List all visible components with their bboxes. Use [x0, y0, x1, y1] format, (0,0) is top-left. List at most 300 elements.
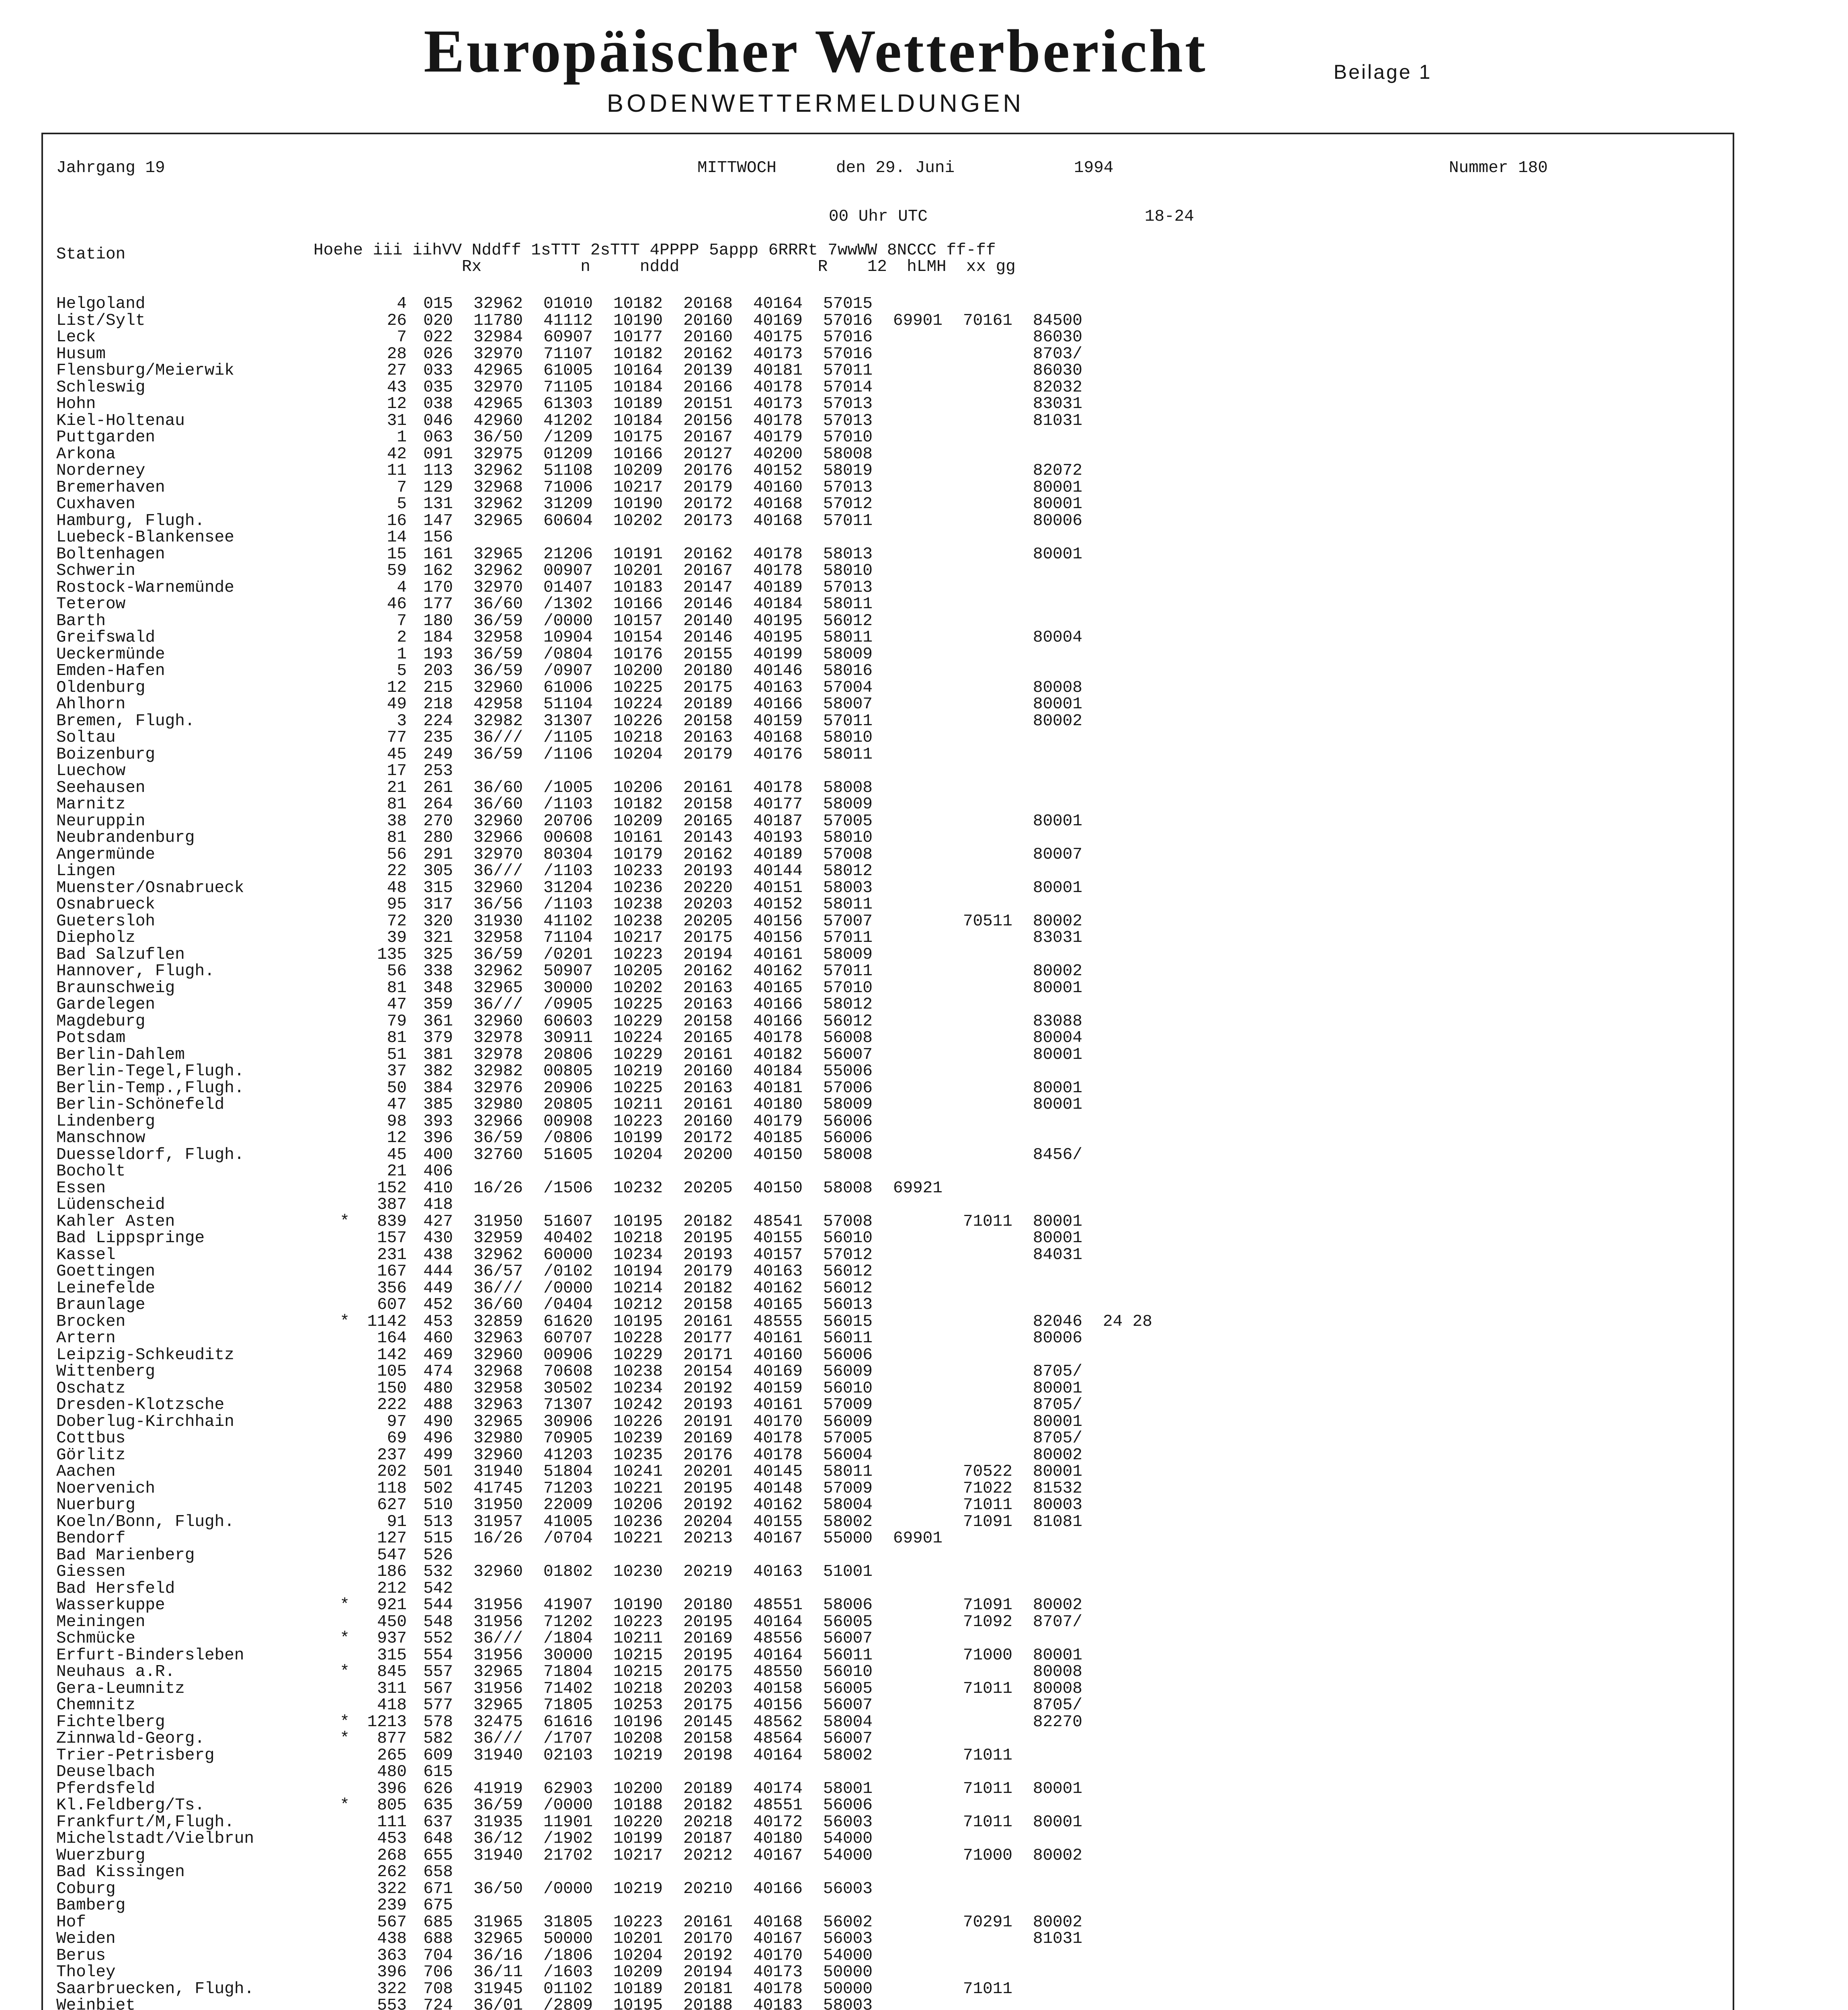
code-group: 10238	[613, 895, 663, 914]
station-index: 156	[423, 528, 453, 547]
station-altitude: 5	[397, 662, 407, 680]
code-group: 40183	[753, 1996, 803, 2010]
code-group: 32965	[473, 1930, 523, 1948]
code-group: 10239	[613, 1429, 663, 1448]
code-group: 31956	[473, 1612, 523, 1631]
code-group: 80002	[1033, 1446, 1082, 1464]
station-name: Schwerin	[56, 562, 135, 580]
code-group: 10206	[613, 778, 663, 797]
station-altitude: 805	[377, 1796, 407, 1815]
code-group: 40168	[753, 728, 803, 747]
station-altitude: 1213	[367, 1713, 407, 1731]
station-altitude: 553	[377, 1996, 407, 2010]
station-row	[56, 1347, 1152, 1364]
code-group: 60604	[543, 511, 593, 530]
code-group: 10182	[613, 795, 663, 814]
code-group: 86030	[1033, 328, 1082, 347]
code-group: 57006	[823, 1079, 873, 1097]
station-index: 393	[423, 1112, 453, 1131]
code-group: 20163	[683, 995, 733, 1014]
code-group: 71022	[963, 1479, 1012, 1498]
station-row	[56, 1530, 1152, 1547]
station-name: Boizenburg	[56, 745, 156, 764]
station-name: Helgoland	[56, 295, 145, 313]
code-group: 40179	[753, 1112, 803, 1131]
code-group: 32978	[473, 1045, 523, 1064]
code-group: 10229	[613, 1345, 663, 1364]
code-group: 20189	[683, 695, 733, 714]
code-group: 40163	[753, 1563, 803, 1581]
code-group: 80001	[1033, 1379, 1082, 1398]
code-group: 20177	[683, 1329, 733, 1348]
code-group: 83031	[1033, 929, 1082, 947]
code-group: 10215	[613, 1663, 663, 1681]
station-index: 235	[423, 728, 453, 747]
code-group: 70608	[543, 1362, 593, 1381]
station-index: 474	[423, 1362, 453, 1381]
station-altitude: 81	[387, 829, 407, 847]
station-index: 706	[423, 1963, 453, 1981]
station-name: Leinefelde	[56, 1279, 156, 1298]
station-index: 400	[423, 1145, 453, 1164]
code-group: 71011	[963, 1813, 1012, 1832]
station-index: 557	[423, 1663, 453, 1681]
code-group: 71011	[963, 1212, 1012, 1231]
code-group: 40178	[753, 778, 803, 797]
code-group: 10157	[613, 611, 663, 630]
code-group: 21702	[543, 1846, 593, 1865]
code-group: 57005	[823, 812, 873, 831]
code-group: 80002	[1033, 712, 1082, 730]
code-group: 40169	[753, 311, 803, 330]
station-name: Saarbruecken, Flugh.	[56, 1979, 254, 1998]
station-row	[56, 1964, 1152, 1981]
code-group: 20180	[683, 1596, 733, 1614]
station-index: 410	[423, 1179, 453, 1198]
code-group: /1603	[543, 1963, 593, 1981]
station-altitude: 152	[377, 1179, 407, 1198]
code-group: 32960	[473, 812, 523, 831]
station-row	[56, 1514, 1152, 1531]
station-index: 648	[423, 1830, 453, 1848]
code-group: 20187	[683, 1830, 733, 1848]
code-group: 32965	[473, 978, 523, 997]
code-group: 50907	[543, 962, 593, 980]
station-name: Trier-Petrisberg	[56, 1746, 215, 1765]
station-index: 170	[423, 578, 453, 597]
code-group: 20181	[683, 1979, 733, 1998]
code-group: 10219	[613, 1062, 663, 1081]
station-row	[56, 1597, 1152, 1614]
code-group: 20191	[683, 1412, 733, 1431]
station-index: 091	[423, 445, 453, 464]
code-group: 40161	[753, 945, 803, 964]
code-group: 60000	[543, 1245, 593, 1264]
code-group: 32984	[473, 328, 523, 347]
code-group: 20175	[683, 1663, 733, 1681]
station-index: 499	[423, 1446, 453, 1464]
code-group: 31930	[473, 912, 523, 931]
code-group: 20163	[683, 978, 733, 997]
station-altitude: 262	[377, 1863, 407, 1881]
station-row	[56, 1464, 1152, 1481]
code-group: 57011	[823, 511, 873, 530]
code-group: 16/26	[473, 1529, 523, 1548]
station-altitude: 315	[377, 1646, 407, 1665]
code-group: 31940	[473, 1846, 523, 1865]
station-name: Oschatz	[56, 1379, 126, 1398]
code-group: 32970	[473, 845, 523, 864]
station-index: 184	[423, 628, 453, 647]
code-group: 10154	[613, 628, 663, 647]
station-name: Luechow	[56, 762, 126, 780]
code-group: 40181	[753, 1079, 803, 1097]
code-group: 40164	[753, 295, 803, 313]
station-row	[56, 1998, 1152, 2010]
station-row	[56, 747, 1152, 763]
code-group: 56003	[823, 1813, 873, 1832]
station-name: Zinnwald-Georg.	[56, 1729, 205, 1748]
code-group: 20169	[683, 1629, 733, 1648]
station-index: 724	[423, 1996, 453, 2010]
station-name: Neuruppin	[56, 812, 145, 831]
code-group: 80007	[1033, 845, 1082, 864]
code-group: 58016	[823, 662, 873, 680]
station-index: 502	[423, 1479, 453, 1498]
code-group: 82072	[1033, 461, 1082, 480]
code-group: 80002	[1033, 962, 1082, 980]
code-group: 51804	[543, 1462, 593, 1481]
station-altitude: 56	[387, 962, 407, 980]
code-group: 8703/	[1033, 345, 1082, 363]
station-row	[56, 1314, 1152, 1331]
station-index: 249	[423, 745, 453, 764]
station-index: 490	[423, 1412, 453, 1431]
code-group: 36/59	[473, 1129, 523, 1147]
station-altitude: 1142	[367, 1312, 407, 1331]
code-group: 80001	[1033, 1079, 1082, 1097]
code-group: 56007	[823, 1729, 873, 1748]
code-group: 57014	[823, 378, 873, 397]
code-group: 20179	[683, 1262, 733, 1281]
document-subtitle: BODENWETTERMELDUNGEN	[606, 90, 1024, 117]
code-group: 58001	[823, 1779, 873, 1798]
station-index: 501	[423, 1462, 453, 1481]
code-group: /0000	[543, 1279, 593, 1298]
station-altitude: 453	[377, 1830, 407, 1848]
code-group: 80001	[1033, 878, 1082, 897]
station-index: 381	[423, 1045, 453, 1064]
station-row	[56, 1881, 1152, 1898]
code-group: 20173	[683, 511, 733, 530]
code-group: 16/26	[473, 1179, 523, 1198]
code-group: 82046	[1033, 1312, 1082, 1331]
station-altitude: 43	[387, 378, 407, 397]
station-row	[56, 863, 1152, 880]
code-group: 40195	[753, 611, 803, 630]
code-group: 40162	[753, 962, 803, 980]
station-altitude: 186	[377, 1563, 407, 1581]
station-index: 427	[423, 1212, 453, 1231]
code-group: 58010	[823, 562, 873, 580]
code-group: 10230	[613, 1563, 663, 1581]
code-group: 32982	[473, 1062, 523, 1081]
code-group: 20158	[683, 712, 733, 730]
code-group: 20161	[683, 778, 733, 797]
code-group: 40168	[753, 511, 803, 530]
code-group: 10226	[613, 1412, 663, 1431]
station-altitude: 16	[387, 511, 407, 530]
code-group: 57008	[823, 1212, 873, 1231]
code-column-header-line1: Hoehe iii iihVV Nddff 1sTTT 2sTTT 4PPPP 5appp 6RRRt 7wwWW 8NCCC ff-ff	[313, 241, 996, 260]
station-row	[56, 646, 1152, 663]
station-altitude: 98	[387, 1112, 407, 1131]
code-group: 20706	[543, 812, 593, 831]
station-name: Pferdsfeld	[56, 1779, 156, 1798]
station-row	[56, 413, 1152, 430]
station-altitude: 480	[377, 1763, 407, 1781]
code-group: 51108	[543, 461, 593, 480]
code-group: 57005	[823, 1429, 873, 1448]
code-group: 01802	[543, 1563, 593, 1581]
code-group: 20176	[683, 1446, 733, 1464]
code-group: 60707	[543, 1329, 593, 1348]
code-group: 40178	[753, 1979, 803, 1998]
code-group: 36///	[473, 1279, 523, 1298]
code-group: 57016	[823, 311, 873, 330]
code-group: 71006	[543, 478, 593, 497]
code-group: 40163	[753, 678, 803, 697]
code-group: 32958	[473, 628, 523, 647]
code-group: 36/12	[473, 1830, 523, 1848]
station-altitude: 111	[377, 1813, 407, 1832]
code-group: 57013	[823, 411, 873, 430]
code-group: 10204	[613, 745, 663, 764]
station-row	[56, 1714, 1152, 1731]
code-group: 58012	[823, 995, 873, 1014]
code-group: 50000	[823, 1963, 873, 1981]
code-group: /1103	[543, 895, 593, 914]
code-group: 80001	[1033, 1229, 1082, 1247]
code-group: 83031	[1033, 395, 1082, 413]
code-group: 40168	[753, 495, 803, 513]
station-index: 280	[423, 829, 453, 847]
code-group: 32970	[473, 578, 523, 597]
code-group: 32980	[473, 1095, 523, 1114]
code-group: 36/60	[473, 778, 523, 797]
code-group: 41203	[543, 1446, 593, 1464]
station-name: Soltau	[56, 728, 116, 747]
station-altitude: 12	[387, 395, 407, 413]
code-group: 31957	[473, 1512, 523, 1531]
station-index: 626	[423, 1779, 453, 1798]
code-group: 10196	[613, 1713, 663, 1731]
station-index: 113	[423, 461, 453, 480]
code-group: 20200	[683, 1145, 733, 1164]
station-name: Angermünde	[56, 845, 156, 864]
code-group: 10204	[613, 1946, 663, 1965]
code-group: 10236	[613, 1512, 663, 1531]
code-group: 10229	[613, 1045, 663, 1064]
station-row	[56, 546, 1152, 563]
code-group: 10164	[613, 361, 663, 380]
code-group: 00908	[543, 1112, 593, 1131]
year-label: 1994	[1074, 159, 1114, 177]
code-group: 40193	[753, 829, 803, 847]
code-group: 20158	[683, 795, 733, 814]
code-group: 36/16	[473, 1946, 523, 1965]
code-group: 58004	[823, 1496, 873, 1514]
station-altitude: 47	[387, 995, 407, 1014]
code-group: 10166	[613, 595, 663, 613]
station-name: Bad Hersfeld	[56, 1579, 175, 1598]
code-group: 71805	[543, 1696, 593, 1715]
code-group: 31805	[543, 1913, 593, 1932]
station-name: Berus	[56, 1946, 106, 1965]
station-row	[56, 1831, 1152, 1848]
station-name: Schleswig	[56, 378, 145, 397]
code-group: 70291	[963, 1913, 1012, 1932]
code-group: 40161	[753, 1396, 803, 1414]
code-group: 20169	[683, 1429, 733, 1448]
code-group: 80006	[1033, 1329, 1082, 1348]
station-altitude: 627	[377, 1496, 407, 1514]
code-group: 80304	[543, 845, 593, 864]
code-group: /0404	[543, 1296, 593, 1314]
station-index: 161	[423, 545, 453, 564]
code-group: 00906	[543, 1345, 593, 1364]
station-row	[56, 1297, 1152, 1314]
code-group: 20163	[683, 728, 733, 747]
station-name: Artern	[56, 1329, 116, 1348]
code-group: 20168	[683, 295, 733, 313]
code-group: 20154	[683, 1362, 733, 1381]
station-altitude: 22	[387, 862, 407, 880]
station-name: Görlitz	[56, 1446, 126, 1464]
station-altitude: 14	[387, 528, 407, 547]
station-index: 338	[423, 962, 453, 980]
code-group: 36/01	[473, 1996, 523, 2010]
code-group: 20162	[683, 545, 733, 564]
code-group: 40189	[753, 578, 803, 597]
station-index: 396	[423, 1129, 453, 1147]
code-group: 8705/	[1033, 1696, 1082, 1715]
code-group: 71092	[963, 1612, 1012, 1631]
station-altitude: 79	[387, 1012, 407, 1031]
code-group: 11901	[543, 1813, 593, 1832]
code-group: 80001	[1033, 478, 1082, 497]
code-group: 20151	[683, 395, 733, 413]
station-index: 359	[423, 995, 453, 1014]
code-group: 58008	[823, 1145, 873, 1164]
code-group: 10221	[613, 1529, 663, 1548]
code-group: /1707	[543, 1729, 593, 1748]
code-group: 40155	[753, 1229, 803, 1247]
station-index: 033	[423, 361, 453, 380]
station-row	[56, 1581, 1152, 1598]
code-group: 20140	[683, 611, 733, 630]
station-name: Wittenberg	[56, 1362, 156, 1381]
code-group: 54000	[823, 1830, 873, 1848]
station-index: 655	[423, 1846, 453, 1865]
code-group: 10201	[613, 1930, 663, 1948]
code-group: 56007	[823, 1045, 873, 1064]
code-group: 10176	[613, 645, 663, 664]
code-group: 31950	[473, 1212, 523, 1231]
station-altitude: 45	[387, 745, 407, 764]
code-group: 10161	[613, 829, 663, 847]
code-group: 20156	[683, 411, 733, 430]
code-group: 22009	[543, 1496, 593, 1514]
station-altitude: 31	[387, 411, 407, 430]
station-altitude: 49	[387, 695, 407, 714]
code-group: 50000	[543, 1930, 593, 1948]
station-altitude: 265	[377, 1746, 407, 1765]
station-name: Osnabrueck	[56, 895, 156, 914]
station-name: Hohn	[56, 395, 96, 413]
code-group: 80002	[1033, 912, 1082, 931]
code-group: 57011	[823, 962, 873, 980]
station-index: 348	[423, 978, 453, 997]
station-name: Kassel	[56, 1245, 116, 1264]
code-group: 58010	[823, 829, 873, 847]
station-index: 444	[423, 1262, 453, 1281]
code-group: 40159	[753, 712, 803, 730]
code-group: 00907	[543, 562, 593, 580]
code-group: 80004	[1033, 628, 1082, 647]
code-group: 10217	[613, 1846, 663, 1865]
station-name: Berlin-Temp.,Flugh.	[56, 1079, 244, 1097]
station-row	[56, 1214, 1152, 1231]
mountain-marker: *	[340, 1729, 350, 1748]
station-altitude: 81	[387, 1029, 407, 1047]
code-group: 62903	[543, 1779, 593, 1798]
gust-group: 24 28	[1102, 1312, 1152, 1331]
code-group: 20160	[683, 1112, 733, 1131]
code-group: 20204	[683, 1512, 733, 1531]
code-group: 56012	[823, 1262, 873, 1281]
code-group: 10212	[613, 1296, 663, 1314]
code-group: 36///	[473, 862, 523, 880]
code-group: 61005	[543, 361, 593, 380]
station-altitude: 231	[377, 1245, 407, 1264]
code-group: 20203	[683, 1679, 733, 1698]
station-index: 270	[423, 812, 453, 831]
station-name: Bremerhaven	[56, 478, 165, 497]
station-altitude: 17	[387, 762, 407, 780]
code-group: 80003	[1033, 1496, 1082, 1514]
code-group: 36/59	[473, 1796, 523, 1815]
code-group: 20158	[683, 1296, 733, 1314]
code-group: 20205	[683, 912, 733, 931]
code-group: 10195	[613, 1312, 663, 1331]
code-group: 20205	[683, 1179, 733, 1198]
code-group: 55000	[823, 1529, 873, 1548]
station-row	[56, 1330, 1152, 1347]
code-group: 51001	[823, 1563, 873, 1581]
station-row	[56, 947, 1152, 964]
station-row	[56, 1814, 1152, 1831]
code-group: 20182	[683, 1279, 733, 1298]
code-column-header-line2: Rx n nddd R 12 hLMH xx gg	[313, 258, 1016, 276]
code-group: 10177	[613, 328, 663, 347]
station-index: 162	[423, 562, 453, 580]
station-row	[56, 913, 1152, 930]
code-group: 60907	[543, 328, 593, 347]
code-group: 56010	[823, 1663, 873, 1681]
station-name: Teterow	[56, 595, 126, 613]
code-group: 57009	[823, 1396, 873, 1414]
